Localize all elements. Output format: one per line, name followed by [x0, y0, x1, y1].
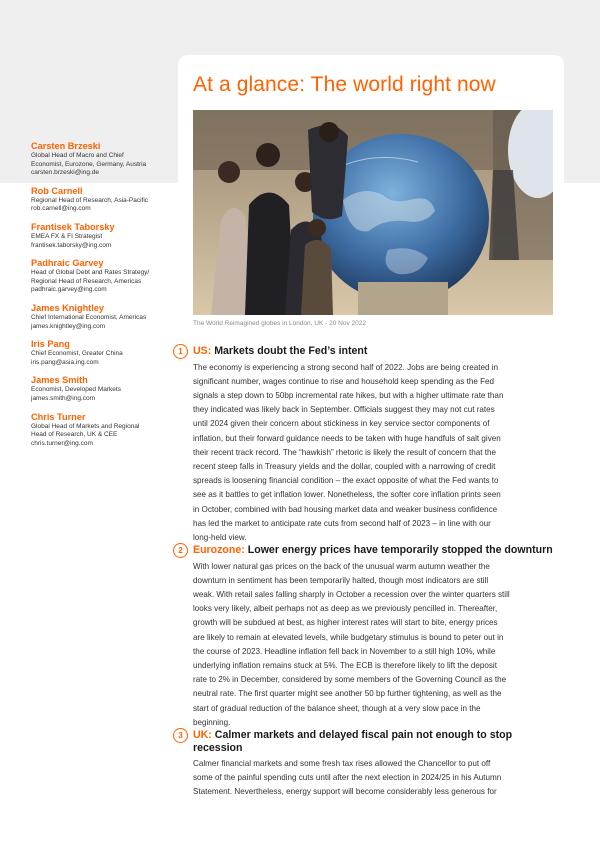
body-line: significant number, wages continue to rise and household keep spending as the Fed — [193, 376, 495, 386]
section-number-badge: 3 — [173, 728, 188, 743]
contact-card — [31, 221, 171, 250]
contact-card — [31, 374, 171, 403]
section-tag: Eurozone: — [193, 544, 245, 556]
body-line: recent steep falls in Treasury yields and the dollar, coupled with a narrowing of credit — [193, 461, 496, 471]
contact-title: Global Head of Macro and Chief — [31, 152, 124, 159]
section-heading — [173, 345, 563, 358]
contact-name: James Knightley — [31, 302, 105, 313]
body-line: start of gradual reduction of the balance sheet, though at a very slow pace in the — [193, 703, 481, 713]
body-line: underlying inflation remains stuck at 5%. The ECB is therefore likely to lift the deposit — [193, 660, 497, 670]
contact-title: Regional Head of Research, Asia-Pacific — [31, 196, 149, 204]
contact-name: Iris Pang — [31, 339, 70, 350]
contact-email[interactable]: james.knightley@ing.com — [31, 322, 106, 330]
globe-photo — [193, 110, 553, 315]
body-line: downturn in sentiment has been temporarily halted, though most indicators are still — [193, 575, 489, 585]
body-line: the course of 2023. Headline inflation fell back in November to a still high 10%, while — [193, 646, 496, 656]
section-tag: UK: — [193, 729, 212, 741]
contact-title: Global Head of Markets and Regional — [31, 422, 140, 430]
contact-card — [31, 302, 171, 331]
photo-caption: The World Reimagined globes in London, UK - 20 Nov 2022 — [193, 320, 366, 327]
contact-name: Carsten Brzeski — [31, 141, 101, 151]
contact-title: Regional Head of Research, Americas — [31, 277, 142, 285]
contact-card — [31, 338, 171, 367]
section-headline: Lower energy prices have temporarily stopped the downturn — [247, 544, 553, 556]
contact-title: Chief Economist, Greater China — [31, 350, 123, 358]
section-headline-continued: recession — [193, 741, 243, 754]
body-line: Statement. Nevertheless, energy support will become considerably less generous for — [193, 787, 497, 797]
body-line: beginning. — [193, 717, 231, 727]
section-tag: US: — [193, 345, 212, 357]
body-line: weak. With retail sales falling sharply in October a recession over the winter quarters still — [193, 589, 510, 599]
contact-title: Head of Global Debt and Rates Strategy/ — [31, 269, 150, 277]
section-eurozone — [173, 544, 563, 730]
contact-card — [31, 411, 171, 449]
body-line: neutral rate. The first quarter might see another 50 bp further tightening, as well as the — [193, 689, 502, 699]
body-line: inflation, but their forward guidance needs to be taken with huge handfuls of salt given — [193, 433, 501, 443]
body-line: are likely to remain at elevated levels, while budgetary stimulus is bound to peter out in — [193, 632, 504, 642]
contact-card — [31, 257, 171, 295]
section-headline: Markets doubt the Fed’s intent — [214, 345, 368, 357]
contact-card — [31, 140, 171, 178]
section-number-badge: 1 — [173, 344, 188, 359]
section-body — [173, 560, 563, 730]
contact-email[interactable]: chris.turner@ing.com — [31, 439, 93, 447]
page-title: At a glance: The world right now — [193, 73, 496, 96]
body-line: in October, combined with bad housing market data and weaker business confidence — [193, 504, 498, 514]
body-line: their recent track record. The “hawkish” rhetoric is likely the result of concern that the — [193, 447, 497, 457]
contact-title: Head of Research, UK & CEE — [31, 431, 118, 439]
contact-email[interactable]: james.smith@ing.com — [31, 394, 96, 402]
body-line: some of the painful spending cuts until after the next election in 2024/25 in his Autumn — [193, 773, 502, 783]
contact-title: Economist, Developed Markets — [31, 386, 121, 394]
contact-title: Chief International Economist, Americas — [31, 313, 147, 321]
section-heading — [173, 544, 563, 557]
contact-email[interactable]: carsten.brzeski@ing.de — [31, 169, 100, 177]
body-line: looks very likely, albeit perhaps not as deep as we previously pencilled in. Thereafter, — [193, 604, 498, 614]
section-body — [173, 757, 563, 800]
body-line: growth will be subdued at best, as higher interest rates will start to bite, energy prices — [193, 618, 498, 628]
globe-photo-image — [193, 110, 553, 315]
body-line: has led the market to anticipate rate cuts from second half of 2023 – in line with our — [193, 518, 491, 528]
contact-name: Frantisek Taborsky — [31, 221, 115, 232]
contact-email[interactable]: padhraic.garvey@ing.com — [31, 286, 107, 294]
contact-title: EMEA FX & FI Strategist — [31, 232, 103, 240]
section-number-badge: 2 — [173, 543, 188, 558]
body-line: spreads is loosening financial condition – the exact opposite of what the Fed wants to — [193, 476, 499, 486]
body-line: until 2024 given their concern about stickiness in key service sector components of — [193, 419, 490, 429]
section-uk — [173, 729, 563, 800]
section-headline: Calmer markets and delayed fiscal pain not enough to stop — [214, 729, 513, 741]
section-body — [173, 361, 563, 546]
contact-email[interactable]: rob.carnell@ing.com — [31, 205, 91, 213]
body-line: long-held view. — [193, 532, 247, 542]
section-us — [173, 345, 563, 545]
body-line: rate to 2% in December, considered by some members of the Governing Council as the — [193, 675, 507, 685]
body-line: With lower natural gas prices on the back of the unusual warm autumn weather the — [193, 561, 490, 571]
contact-email[interactable]: iris.pang@asia.ing.com — [31, 358, 99, 366]
body-line: Calmer financial markets and some fresh tax rises allowed the Chancellor to put off — [193, 759, 491, 768]
contact-title: Economist, Eurozone, Germany, Austria — [31, 160, 147, 168]
body-line: they indicated was likely back in September. Officials suggest they may not cut rates — [193, 405, 495, 415]
body-line: see as it battles to get inflation lower. Nonetheless, the softer core inflation prints seen — [193, 490, 501, 500]
contacts-list — [31, 140, 171, 455]
body-line: signals a step down to 50bp incremental rate hikes, but with a higher ultimate rate than — [193, 390, 504, 400]
section-heading — [173, 729, 563, 754]
contact-card — [31, 185, 171, 214]
contact-name: Rob Carnell — [31, 185, 83, 196]
contact-name: James Smith — [31, 375, 88, 386]
contact-name: Padhraic Garvey — [31, 258, 104, 269]
body-line: The economy is experiencing a strong second half of 2022. Jobs are being created in — [193, 362, 499, 372]
contact-email[interactable]: frantisek.taborsky@ing.com — [31, 241, 112, 249]
contact-name: Chris Turner — [31, 411, 86, 422]
